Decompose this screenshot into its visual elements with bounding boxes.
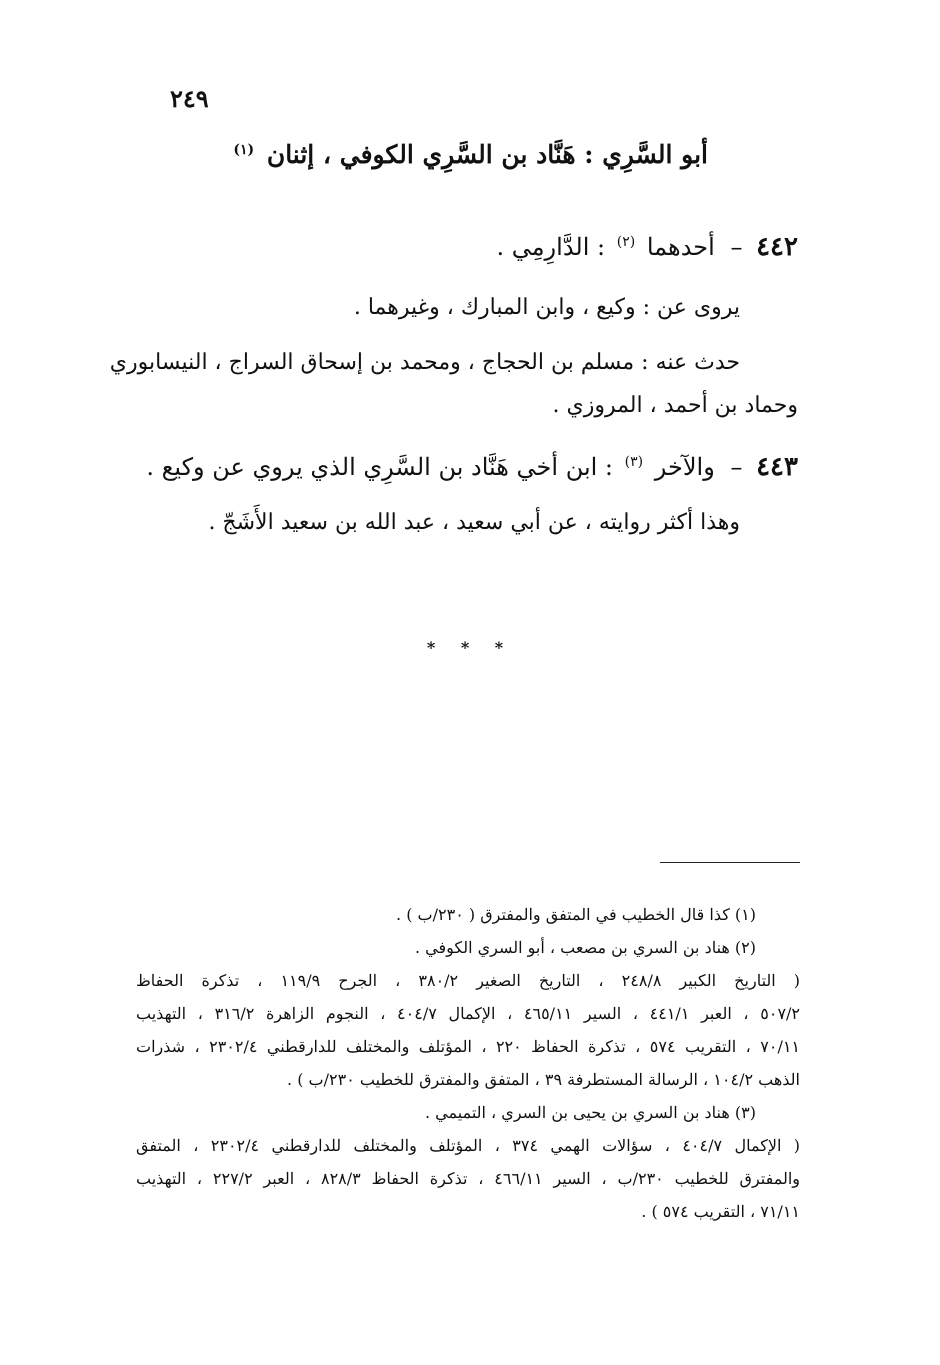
entry-label: أحدهما xyxy=(646,233,715,261)
footnotes xyxy=(136,898,800,1228)
page-number: ٢٤٩ xyxy=(170,84,209,113)
entry-dash: – xyxy=(730,233,743,261)
entry-443 xyxy=(140,452,798,482)
body-line: وحماد بن أحمد ، المروزي . xyxy=(552,393,798,418)
body-line: يروى عن : وكيع ، وابن المبارك ، وغيرهما . xyxy=(353,295,740,320)
footnote-line: (٢) هناد بن السري بن مصعب ، أبو السري الكوفي . xyxy=(414,938,756,957)
footnote-line: ٧١/١١ ، التقريب ٥٧٤ ) . xyxy=(641,1202,800,1221)
entry-text: : الدَّارِمِي . xyxy=(496,233,606,261)
section-ornament: * * * xyxy=(426,638,514,657)
entry-label: والآخر xyxy=(654,453,715,481)
body-line: وهذا أكثر روايته ، عن أبي سعيد ، عبد الله بن سعيد الأَشَجّ . xyxy=(208,510,740,535)
footnote-line: (١) كذا قال الخطيب في المتفق والمفترق ( ٢٣٠/ب ) . xyxy=(396,905,756,924)
heading-footnote-ref[interactable]: (١) xyxy=(233,141,255,158)
entry-text: : ابن أخي هَنَّاد بن السَّرِي الذي يروي عن وكيع . xyxy=(146,453,614,481)
heading-text: أبو السَّرِي : هَنَّاد بن السَّرِي الكوفي ، إثنان xyxy=(266,140,708,169)
entry-dash: – xyxy=(730,453,743,481)
footnote-line: ٧٠/١١ ، التقريب ٥٧٤ ، تذكرة الحفاظ ٢٢٠ ، المؤتلف والمختلف للدارقطني ٢٣٠٢/٤ ، شذرات xyxy=(136,1037,801,1056)
entry-number: ٤٤٢ xyxy=(756,232,798,262)
footnote-divider xyxy=(660,862,800,863)
footnote-line: والمفترق للخطيب ٢٣٠/ب ، السير ٤٦٦/١١ ، تذكرة الحفاظ ٨٢٨/٣ ، العبر ٢٢٧/٢ ، التهذيب xyxy=(136,1169,801,1188)
body-line: حدث عنه : مسلم بن الحجاج ، ومحمد بن إسحاق السراج ، النيسابوري xyxy=(109,350,740,375)
entry-442 xyxy=(140,232,798,262)
footnote-line: ٥٠٧/٢ ، العبر ٤٤١/١ ، السير ٤٦٥/١١ ، الإكمال ٤٠٤/٧ ، النجوم الزاهرة ٣١٦/٢ ، التهذيب xyxy=(136,1004,801,1023)
footnote-line: ( التاريخ الكبير ٢٤٨/٨ ، التاريخ الصغير ٣٨٠/٢ ، الجرح ١١٩/٩ ، تذكرة الحفاظ xyxy=(136,971,801,990)
footnote-line: (٣) هناد بن السري بن يحيى بن السري ، التميمي . xyxy=(424,1103,756,1122)
page-heading xyxy=(140,140,708,169)
footnote-line: ( الإكمال ٤٠٤/٧ ، سؤالات الهمي ٣٧٤ ، المؤتلف والمختلف للدارقطني ٢٣٠٢/٤ ، المتفق xyxy=(136,1136,801,1155)
entry-footnote-ref[interactable]: (٣) xyxy=(624,454,644,470)
footnote-line: الذهب ١٠٤/٢ ، الرسالة المستطرفة ٣٩ ، المتفق والمفترق للخطيب ٢٣٠/ب ) . xyxy=(287,1070,800,1089)
entry-number: ٤٤٣ xyxy=(756,452,798,482)
entry-footnote-ref[interactable]: (٢) xyxy=(616,234,636,250)
